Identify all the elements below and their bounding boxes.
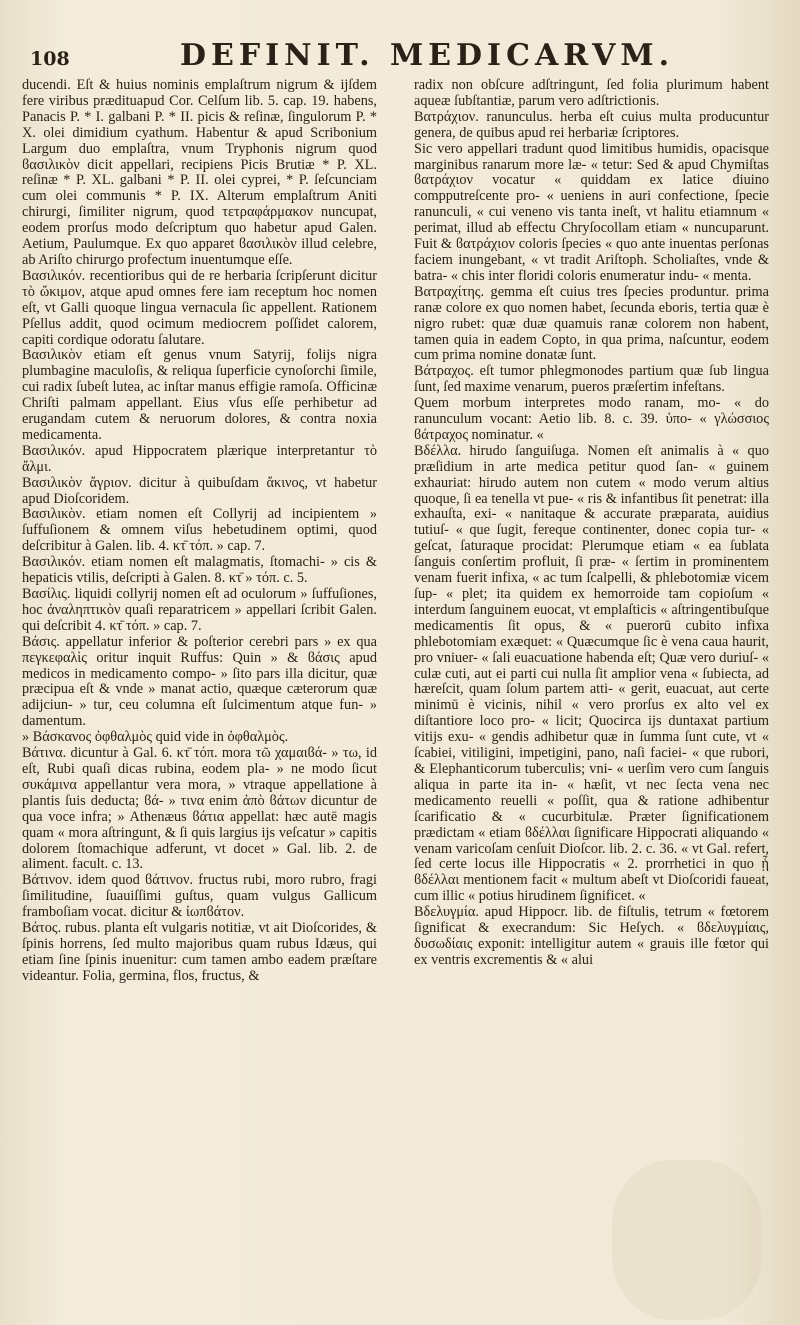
entry-paragraph: Βάτινον. idem quod ϐάτινον. fructus rubi, moro rubro, fragi ſimilitudine, ſuauiſſimi guſtus, quam vulgus Gallicum framboſiam vocat. dicitur & ἰωπϐάτον. <box>22 872 377 921</box>
entry-paragraph: Βασίλις. liquidi collyrij nomen eſt ad oculorum » ſuffuſiones, hoc ἀναληπτικὸν quaſi reparatricem » appellari ſcribit Galen. qui deſcribit 4. κτ̄ τόπ. » cap. 7. <box>22 586 377 634</box>
entry-paragraph: Βάτινα. dicuntur à Gal. 6. κτ̄ τόπ. mora τῶ χαμαιϐά- » τω, id eſt, Rubi quaſi dicas rubina, eodem pla- » ne modo ſicut συκάμινα appellantur vera mora, » vtraque appellatione à plantis ſuis deducta; ϐά- » τινα enim ἀπὸ ϐάτων dicuntur de qua voce infra; » Athenæus ϐάτια appellat: hæc autē magis quam « mora aſtringunt, & ſi quis largius ijs veſcatur » capitis dolorem ſtomachique adferunt, vt docet » Gal. lib. 2. de aliment. facult. c. 13. <box>22 745 377 873</box>
entry-paragraph: Βδέλλα. hirudo ſanguiſuga. Nomen eſt animalis à « quo præſidium in arte medica petitur quod ſan- « guinem exhauriat: hirudo autem non cutem « modo verum altius quoque, ſi ea tenella vt pue- « ris & infantibus ſit penetrat: illa exhauſta, exi- « nanitaque & accurate præparata, auidius tutiuſ- « que ſugit, fereque continenter, donec copia tur- « geſcat, ſaturaque procidat: Plerumque etiam « ea ſublata ſanguis conſertim profluit, ſi præ- « ſertim in prominentem venam fuerit infixa, « ac tum ſcalpelli, & phlebotomiæ vicem ſup- « plet; ita quidem ex hemorroide tam copioſum « interdum ſanguinem euocat, vt emplaſticis « aſtringentibuſque medicamentis ſit opus, & « puerorū cubito infixa phlebotomiam exæquet: « Quæcumque ſic è vena caua haurit, pro vniuer- « ſali euacuatione habenda eſt; Quæ vero duriuſ- « culæ cuti, aut ei parti cui nulla ſit amplior vena « ſubiecta, ad hæreſcit, quam ſolum partem atti- « gerit, euacuat, aut certe minimū è vicinis, nihil « vero prorſus ex alto vel ex diſtantiore loco pro- « licit; Quocirca ijs duntaxat partium vitijs exu- « gendis adhibetur quæ in ſumma ſunt cute, vt « ſcabiei, vitiligini, impetigini, pano, naſi faciei- « que rubori, & Elephanticorum tuberculis; vni- « uerſim vero cum ſanguis aliqua in parte ita in- « hæſit, vt nec ſecta vena nec medicamento reuelli « poſſit, qua & ratione adhibentur ſcarificatio & « cucurbitulæ. Præter ſignificationem prædictam « etiam ϐδέλλαι ſignificare Hippocrati aliquando « venam varicoſam cenſuit Dioſcor. lib. 2. c. 36. « vt Gal. refert, ſed certe locus ille Hippocratis « 2. prorrhetici in quo ᾗ ϐδέλλαι mentionem facit « multum abeſt vt Dioſcoridi faueat, cum illic « potius hirudinem ſignificet. « <box>414 442 769 905</box>
entry-paragraph: » Βάσκανος ὀφθαλμὸς quid vide in ὀφθαλμὸς. <box>22 729 289 746</box>
entry-paragraph: Quem morbum interpretes modo ranam, mo- « do ranunculum vocant: Aetio lib. 8. c. 39. ὑπο- « γλώσσιος ϐάτραχος nominatur. « <box>414 395 769 443</box>
entry-paragraph: Βασιλικὸν ἄγριον. dicitur à quibuſdam ἄκινος, vt habetur apud Dioſcoridem. <box>22 474 377 507</box>
running-title: DEFINIT. MEDICARVM. <box>179 38 675 73</box>
entry-paragraph: Βασιλικόν. apud Hippocratem plærique interpretantur τὸ ἄλμι. <box>22 442 377 475</box>
entry-paragraph: Βασιλικόν. recentioribus qui de re herbaria ſcripſerunt dicitur τὸ ὤκιμον, atque apud omnes fere iam receptum hoc nomen eſt, vt Galli quoque lingua vernacula ſic appellent. Rationem Pſellus addit, quod ocimum mediocrem poſſidet calorem, capiti cordique odoratu ſalutare. <box>22 267 377 348</box>
paper-stain <box>612 1160 762 1320</box>
entry-paragraph: Βασιλικὸν. etiam nomen eſt Collyrij ad incipientem » ſuffuſionem & omnem viſus hebetudinem optimi, quod deſcribitur à Galen. lib. 4. κτ̄ τόπ. » cap. 7. <box>22 506 377 555</box>
entry-paragraph: Βδελυγμία. apud Hippocr. lib. de fiſtulis, tetrum « fœtorem ſignificat & execrandum: Sic Heſych. « ϐδελυγμίαις, δυσωδίαις exponit: intelligitur autem « grauis ille fœtor qui ex ventris excrementis & « alui <box>414 904 769 968</box>
page-header <box>22 38 782 78</box>
entry-paragraph: Βασιλικὸν etiam eſt genus vnum Satyrij, folijs nigra plumbagine maculoſis, & reliqua ſuperficie cynoſorchi ſimile, cui radix ſubeſt lutea, ac inſtar manus effigie ramoſa. Officinæ Chriſti palmam appellant. Eius vſus eſſe perhibetur ad erugandam cutem & neruorum dolores, & contra noxia medicamenta. <box>22 347 377 443</box>
right-column <box>414 78 769 969</box>
entry-paragraph: ducendi. Eſt & huius nominis emplaſtrum nigrum & ijſdem fere viribus prædituapud Cor. Celſum lib. 5. cap. 19. habens, Panacis P. * I. galbani P. * II. picis & reſinæ, ſingulorum P. * X. olei dimidium cyathum. Habentur & apud Scribonium Largum duo emplaſtra, vnum Tryphonis nigrum quod ϐασιλικὸν dicit appellari, recipiens Picis Brutiæ * P. XL. reſinæ * P. XL. galbani * P. II. olei cyprei, * P. ſeſcunciam cum olei communis * P. IX. Alterum emplaſtrum Aniti chirurgi, ſimiliter nigrum, quod τετραφάρμακον nuncupat, eodem prorſus modo deſcriptum quo habetur apud Galen. Aetium, Paulumque. Ex quo apparet ϐασιλικὸν illud celebre, ab Ariſto chirurgo profectum inuentumque eſſe. <box>22 77 377 268</box>
entry-paragraph: Βατραχίτης. gemma eſt cuius tres ſpecies produntur. prima ranæ colore ex quo nomen habet, ſecunda eboris, tertia quæ è nigro rubet: quæ duæ quamuis ranæ colorem non habent, tamen quia in eadem Copto, in qua prima, naſcuntur, eodem cum prima nomine donatæ ſunt. <box>414 283 769 364</box>
entry-paragraph: Sic vero appellari tradunt quod limitibus humidis, opacisque marginibus ranarum more læ- « tetur: Sed & apud Chymiſtas ϐατράχιον vocatur « quiddam ex latice diuino compputreſcente pro- « ueniens in auri confectione, ſpecie ranunculi, « cui veneno vis tanta ineſt, vt halitu etiamnum « perimat, illud ab effectu Chryſocollam etiam « nuncuparunt. Fuit & ϐατράχιον coloris ſpecies « quo ante inuentas perſonas faciem inungebant, « vt tradit Ariſtoph. Scholiaſtes, vnde & batra- « chis inter floridi coloris enumeratur indu- « menta. <box>414 140 769 284</box>
entry-paragraph: Βασιλικόν. etiam nomen eſt malagmatis, ſtomachi- » cis & hepaticis vtilis, deſcripti à Galen. 8. κτ̄ » τόπ. c. 5. <box>22 554 377 587</box>
entry-paragraph: radix non obſcure adſtringunt, ſed folia plurimum habent aqueæ ſubſtantiæ, parum vero adſtrictionis. <box>414 77 769 109</box>
entry-paragraph: Βάτραχος. eſt tumor phlegmonodes partium quæ ſub lingua ſunt, ſed maxime venarum, pueros præſertim infeſtans. <box>414 363 769 396</box>
entry-paragraph: Βατράχιον. ranunculus. herba eſt cuius multa producuntur genera, de quibus apud rei herbariæ ſcriptores. <box>414 108 769 141</box>
entry-paragraph: Βάτος. rubus. planta eſt vulgaris notitiæ, vt ait Dioſcorides, & ſpinis horrens, ſed multo majoribus quam rubus Idæus, qui etiam ſine ſpinis inuenitur: cum tamen ambo eadem præſtare videantur. Folia, germina, flos, fructus, & <box>22 920 377 984</box>
entry-paragraph: Βάσις. appellatur inferior & poſterior cerebri pars » ex qua πεγκεφαλὶς oritur inquit Ruffus: Quin » & ϐάσις apud medicos in medicamento compo- » ſito pars illa dicitur, quæ præcipua eſt & vnde » manat actio, quæque cæterorum quæ adijciun- » tur, ceu columna eſt ſulcimentum atque fun- » damentum. <box>22 633 377 730</box>
page-number: 108 <box>30 48 70 70</box>
left-column <box>22 78 377 985</box>
